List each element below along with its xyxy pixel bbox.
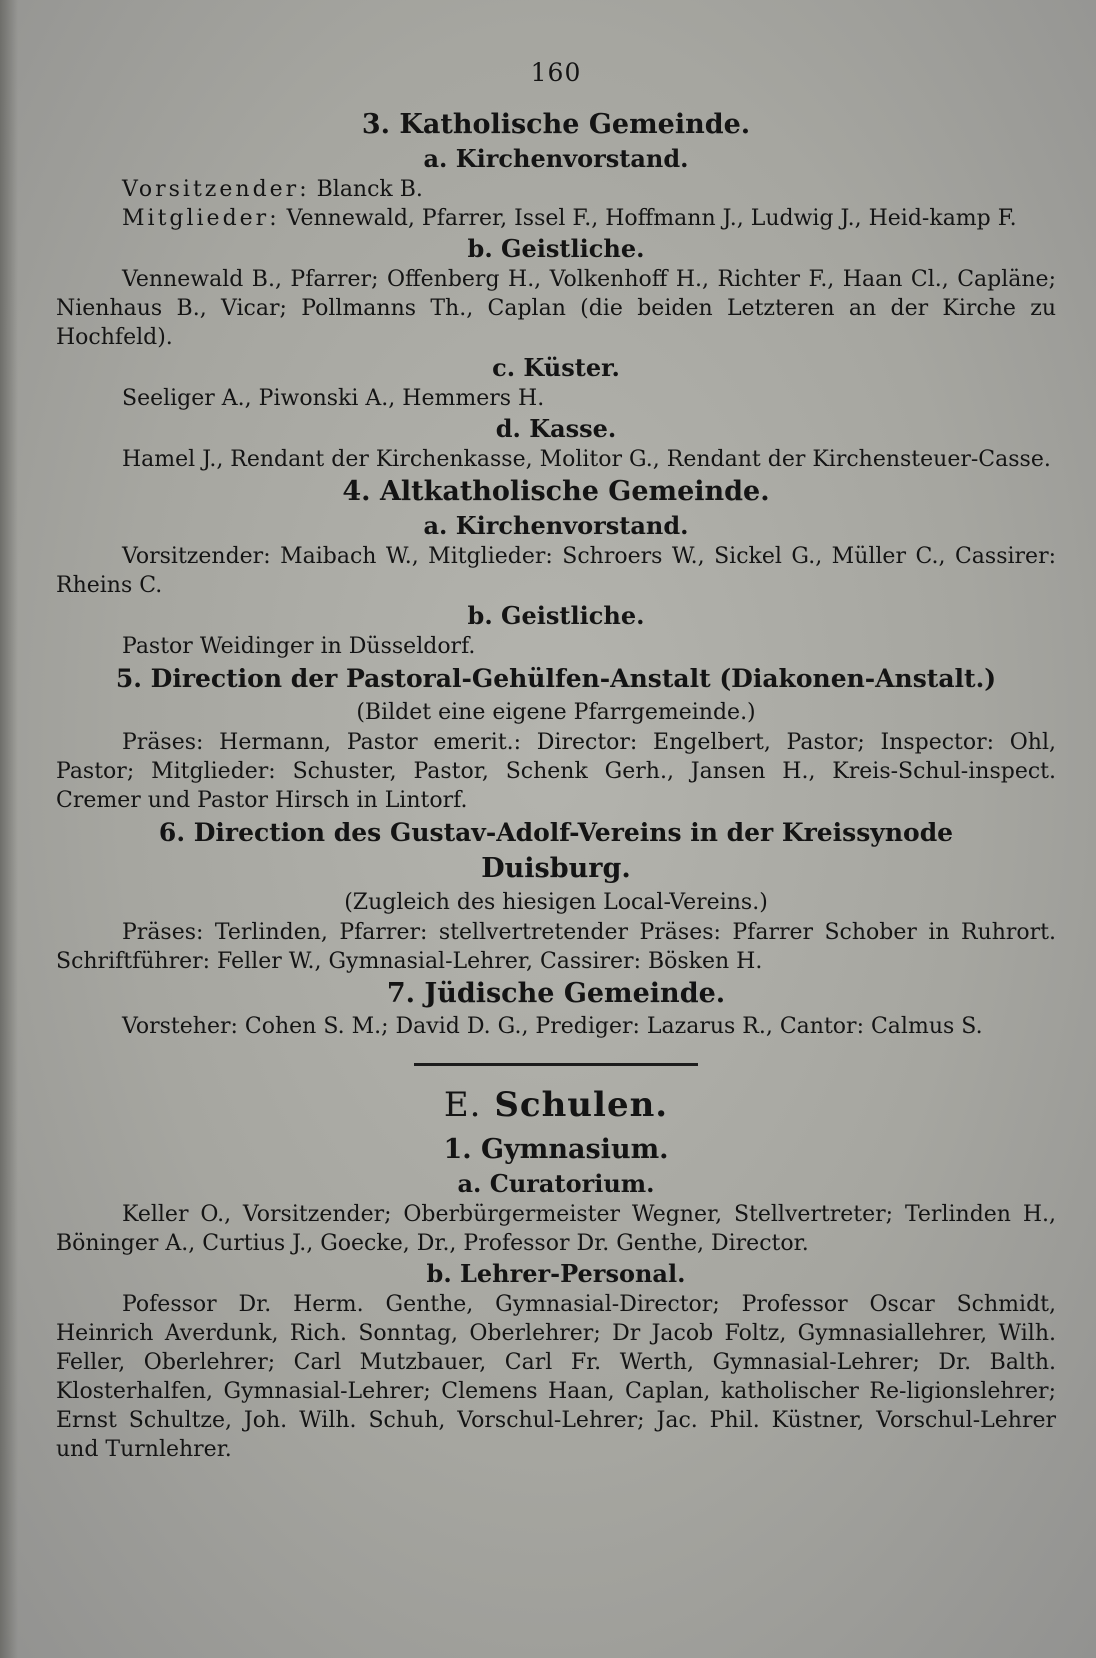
label-vorsitzender: Vorsitzender: [122,177,310,202]
heading-gustav-adolf-line2: Duisburg. [481,853,631,884]
heading-juedische-gemeinde: 7. Jüdische Gemeinde. [386,978,726,1009]
paragraph-kasse: Hamel J., Rendant der Kirchenkasse, Molitor G., Rendant der Kirchensteuer-Casse. [122,447,1051,472]
paragraph-gustav-adolf: Präses: Terlinden, Pfarrer: stellvertretender Präses: Pfarrer Schober in Ruhrort. Schriftführer: Feller W., Gymnasial-Lehrer, Cassirer: Bösken H. [56,920,1056,974]
note-pfarrgemeinde: (Bildet eine eigene Pfarrgemeinde.) [356,700,756,725]
heading-katholische-gemeinde: 3. Katholische Gemeinde. [361,109,751,140]
section-pastoral-anstalt [56,661,1056,815]
heading-lehrer-personal: b. Lehrer-Personal. [426,1259,686,1288]
heading-altkath-geistliche: b. Geistliche. [467,601,645,630]
paragraph-geistliche: Vennewald B., Pfarrer; Offenberg H., Volkenhoff H., Richter F., Haan Cl., Capläne; Nienhaus B., Vicar; Pollmanns Th., Caplan (die beiden Letzteren an der Kirche zu Hochfeld). [56,267,1056,350]
paragraph-lehrer-personal: Pofessor Dr. Herm. Genthe, Gymnasial-Director; Professor Oscar Schmidt, Heinrich Averdunk, Rich. Sonntag, Oberlehrer; Dr Jacob Foltz, Gymnasiallehrer, Wilh. Feller, Oberlehrer; Carl Mutzbauer, Carl Fr. Werth, Gymnasial-Lehrer; Dr. Balth. Klosterhalfen, Gymnasial-Lehrer; Clemens Haan, Caplan, katholischer Re-ligionslehrer; Ernst Schultze, Joh. Wilh. Schuh, Vorschul-Lehrer; Jac. Phil. Küstner, Vorschul-Lehrer und Turnlehrer. [56,1292,1056,1462]
note-local-verein: (Zugleich des hiesigen Local-Vereins.) [344,890,768,915]
section-altkatholische-gemeinde [56,474,1056,661]
heading-pastoral-anstalt: 5. Direction der Pastoral-Gehülfen-Anstalt (Diakonen-Anstalt.) [115,664,997,693]
heading-gustav-adolf-line1: 6. Direction des Gustav-Adolf-Vereins in der Kreissynode [158,818,954,847]
section-title: Schulen. [494,1085,669,1125]
section-gustav-adolf-verein [56,815,1056,976]
paragraph-altkath-vorstand: Vorsitzender: Maibach W., Mitglieder: Schroers W., Sickel G., Müller C., Cassirer: Rheins C. [56,544,1056,598]
page-number: 160 [530,58,582,87]
heading-altkath-kirchenvorstand: a. Kirchenvorstand. [423,511,689,540]
heading-kasse: d. Kasse. [495,414,617,443]
heading-geistliche: b. Geistliche. [467,234,645,263]
section-juedische-gemeinde [56,976,1056,1041]
value-vorsitzender: Blanck B. [316,177,423,202]
heading-schulen [56,1084,1056,1126]
heading-altkatholische-gemeinde: 4. Altkatholische Gemeinde. [342,476,770,507]
label-mitglieder: Mitglieder: [122,206,280,231]
section-schulen [56,1084,1056,1464]
heading-curatorium: a. Curatorium. [457,1169,655,1198]
value-mitglieder: Vennewald, Pfarrer, Issel F., Hoffmann J., Ludwig J., Heid-kamp F. [286,206,1017,231]
heading-kirchenvorstand: a. Kirchenvorstand. [423,144,689,173]
heading-gymnasium: 1. Gymnasium. [443,1134,669,1165]
paragraph-pastoral: Präses: Hermann, Pastor emerit.: Director: Engelbert, Pastor; Inspector: Ohl, Pastor; Mitglieder: Schuster, Pastor, Schenk Gerh., Jansen H., Kreis-Schul-inspect. Cremer und Pastor Hirsch in Lintorf. [56,730,1056,813]
heading-kuester: c. Küster. [492,353,620,382]
paragraph-kuester: Seeliger A., Piwonski A., Hemmers H. [122,386,545,411]
paragraph-mitglieder [56,204,1056,233]
paragraph-curatorium: Keller O., Vorsitzender; Oberbürgermeister Wegner, Stellvertreter; Terlinden H., Böninger A., Curtius J., Goecke, Dr., Professor Dr. Genthe, Director. [56,1202,1056,1256]
section-katholische-gemeinde [56,107,1056,474]
section-divider [414,1063,698,1066]
section-letter: E. [443,1085,482,1125]
paragraph-vorsitzender [56,175,1056,204]
paragraph-juedische-gemeinde: Vorsteher: Cohen S. M.; David D. G., Prediger: Lazarus R., Cantor: Calmus S. [122,1014,983,1039]
paragraph-altkath-geistliche: Pastor Weidinger in Düsseldorf. [122,634,476,659]
